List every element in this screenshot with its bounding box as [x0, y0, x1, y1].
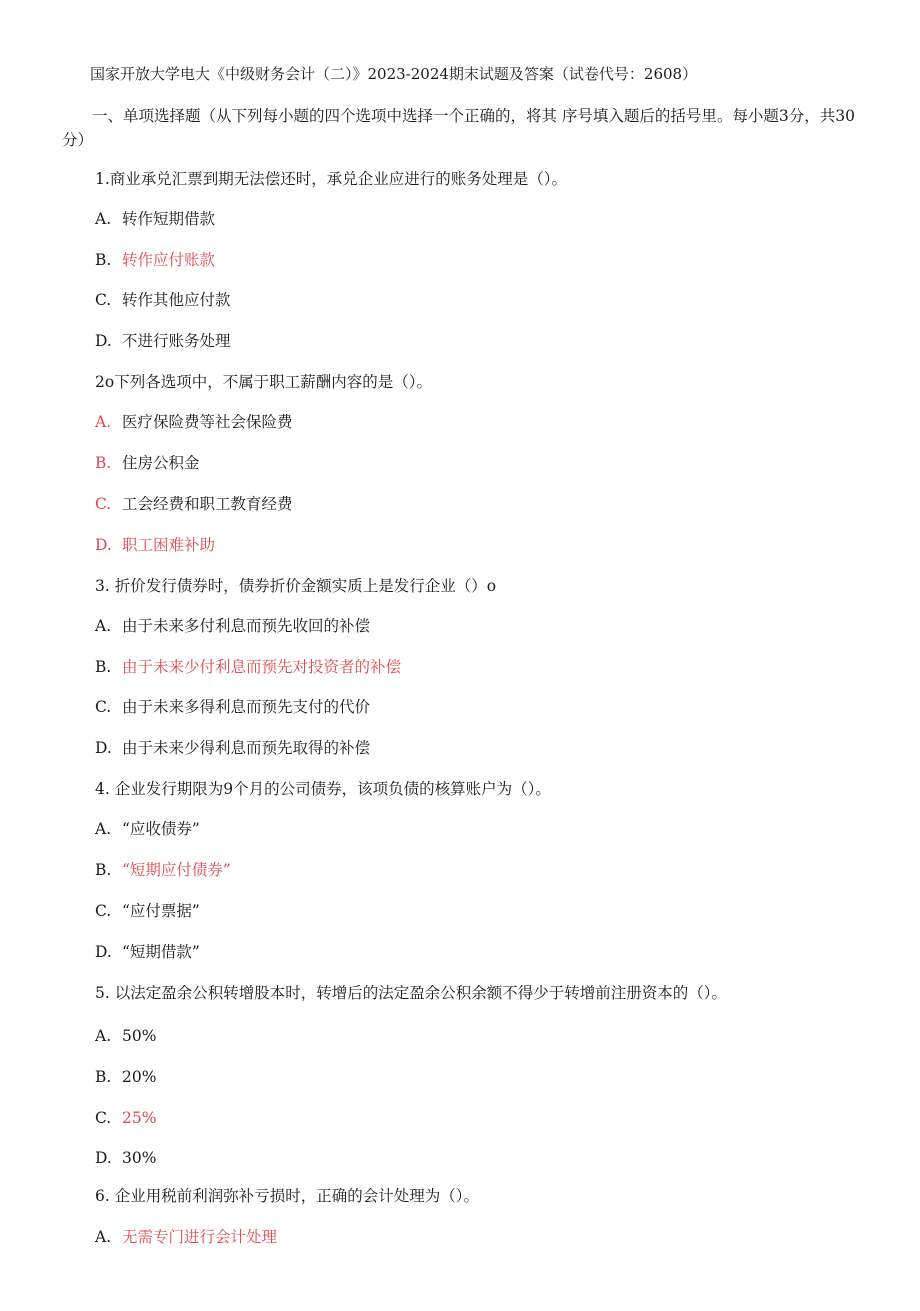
option-text: “应收债券” — [122, 820, 200, 838]
option-text: 转作短期借款 — [122, 210, 216, 228]
question-2-stem: 2o下列各选项中，不属于职工薪酬内容的是（）。 — [95, 373, 432, 391]
question-5-option-b — [95, 1066, 156, 1088]
option-letter: A. — [95, 210, 112, 228]
option-letter: C. — [95, 698, 112, 716]
option-letter: C. — [95, 1109, 112, 1127]
question-3-option-c — [95, 696, 370, 718]
option-letter: D. — [95, 332, 112, 350]
question-6-stem: 6. 企业用税前利润弥补亏损时，正确的会计处理为（）。 — [95, 1187, 479, 1205]
question-5-option-d — [95, 1147, 156, 1169]
option-letter: C. — [95, 902, 112, 920]
section-heading: 一、单项选择题（从下列每小题的四个选项中选择一个正确的，将其 序号填入题后的括号里。每小题3分，共30分） — [62, 107, 856, 149]
question-6-option-a — [95, 1226, 277, 1248]
option-letter: D. — [95, 739, 112, 757]
question-4-option-a — [95, 818, 200, 840]
option-letter: A. — [95, 1027, 112, 1045]
option-letter: D. — [95, 536, 112, 554]
option-letter: D. — [95, 1149, 112, 1167]
option-text: 转作其他应付款 — [122, 291, 231, 309]
question-1-option-c — [95, 289, 231, 311]
question-4-option-c — [95, 900, 200, 922]
question-1-option-a — [95, 208, 215, 230]
question-3-stem: 3. 折价发行债券时，债券折价金额实质上是发行企业（）o — [95, 577, 497, 595]
option-text: “短期借款” — [122, 943, 200, 961]
question-4-stem: 4. 企业发行期限为9个月的公司债券，该项负债的核算账户为（）。 — [95, 780, 551, 798]
question-3-option-d — [95, 737, 370, 759]
option-text: “应付票据” — [122, 902, 200, 920]
option-text: 30% — [122, 1149, 157, 1167]
question-2-option-b — [95, 452, 200, 474]
option-text: 20% — [122, 1068, 157, 1086]
option-text: 无需专门进行会计处理 — [122, 1228, 278, 1246]
question-2-option-d — [95, 534, 215, 556]
option-text: 不进行账务处理 — [122, 332, 231, 350]
option-text: 医疗保险费等社会保险费 — [122, 413, 293, 431]
option-letter: D. — [95, 943, 112, 961]
option-text: 转作应付账款 — [122, 251, 216, 269]
option-text: 由于未来多得利息而预先支付的代价 — [122, 698, 371, 716]
question-5-option-a — [95, 1025, 156, 1047]
option-text: 50% — [122, 1027, 157, 1045]
question-4-option-d — [95, 941, 200, 963]
option-letter: B. — [95, 861, 112, 879]
question-3-option-b — [95, 656, 401, 678]
option-text: 由于未来多付利息而预先收回的补偿 — [122, 617, 371, 635]
option-letter: A. — [95, 820, 112, 838]
option-letter: B. — [95, 454, 112, 472]
option-letter: A. — [95, 413, 112, 431]
question-2-option-a — [95, 411, 293, 433]
question-1-stem: 1.商业承兑汇票到期无法偿还时，承兑企业应进行的账务处理是（）。 — [95, 170, 568, 188]
question-5-option-c — [95, 1107, 156, 1129]
question-1-option-d — [95, 330, 231, 352]
option-text: 职工困难补助 — [122, 536, 216, 554]
question-4-option-b — [95, 859, 231, 881]
option-letter: A. — [95, 1228, 112, 1246]
option-letter: B. — [95, 658, 112, 676]
question-3-option-a — [95, 615, 370, 637]
option-letter: B. — [95, 251, 112, 269]
option-text: 由于未来少付利息而预先对投资者的补偿 — [122, 658, 402, 676]
option-text: 住房公积金 — [122, 454, 200, 472]
option-letter: A. — [95, 617, 112, 635]
option-text: 25% — [122, 1109, 157, 1127]
option-text: 工会经费和职工教育经费 — [122, 495, 293, 513]
option-letter: B. — [95, 1068, 112, 1086]
question-2-option-c — [95, 493, 293, 515]
document-title: 国家开放大学电大《中级财务会计（二）》2023-2024期末试题及答案（试卷代号：2608） — [90, 65, 698, 83]
option-letter: C. — [95, 291, 112, 309]
option-letter: C. — [95, 495, 112, 513]
option-text: “短期应付债券” — [122, 861, 231, 879]
question-1-option-b — [95, 249, 215, 271]
question-5-stem: 5. 以法定盈余公积转增股本时，转增后的法定盈余公积余额不得少于转增前注册资本的（）。 — [95, 984, 727, 1002]
option-text: 由于未来少得利息而预先取得的补偿 — [122, 739, 371, 757]
